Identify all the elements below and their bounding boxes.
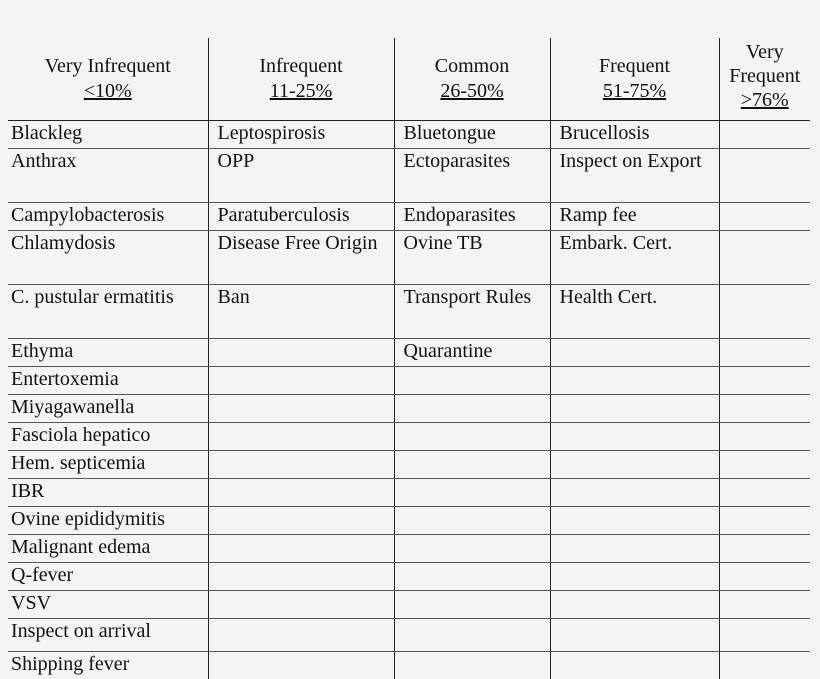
table-cell: [719, 619, 810, 652]
table-cell: [719, 285, 810, 339]
table-cell: [719, 423, 810, 451]
table-cell: [719, 591, 810, 619]
table-row: [8, 121, 810, 149]
table-cell: [550, 507, 719, 535]
table-cell: [394, 652, 550, 679]
table-cell: Chlamydosis: [8, 231, 208, 285]
header-range: 26-50%: [397, 79, 548, 104]
table-cell: Fasciola hepatico: [8, 423, 208, 451]
header-title: Infrequent: [211, 54, 392, 79]
table-cell: [394, 423, 550, 451]
header-range: >76%: [722, 88, 809, 112]
table-cell: Blackleg: [8, 121, 208, 149]
table-cell: [550, 367, 719, 395]
table-cell: [394, 535, 550, 563]
table-cell: Anthrax: [8, 149, 208, 203]
table-cell: Inspect on Export: [550, 149, 719, 203]
frequency-table-sheet: [8, 38, 812, 679]
table-cell: [208, 479, 394, 507]
table-cell: Quarantine: [394, 339, 550, 367]
table-cell: Embark. Cert.: [550, 231, 719, 285]
table-cell: Transport Rules: [394, 285, 550, 339]
table-cell: [208, 591, 394, 619]
table-cell: [719, 535, 810, 563]
table-row: [8, 285, 810, 339]
table-cell: Ovine TB: [394, 231, 550, 285]
table-row: [8, 367, 810, 395]
table-cell: Brucellosis: [550, 121, 719, 149]
header-range: <10%: [10, 79, 206, 104]
table-cell: [719, 479, 810, 507]
header-frequent: [550, 38, 719, 121]
table-cell: [208, 507, 394, 535]
header-common: [394, 38, 550, 121]
table-cell: Endoparasites: [394, 203, 550, 231]
table-header: [8, 38, 810, 121]
table-cell: [719, 395, 810, 423]
table-cell: Ovine epididymitis: [8, 507, 208, 535]
header-range: 51-75%: [553, 79, 717, 104]
table-cell: [550, 395, 719, 423]
header-title: Common: [397, 54, 548, 79]
header-range: 11-25%: [211, 79, 392, 104]
table-cell: C. pustular ermatitis: [8, 285, 208, 339]
table-cell: [550, 619, 719, 652]
table-cell: [394, 451, 550, 479]
table-cell: [550, 479, 719, 507]
table-cell: VSV: [8, 591, 208, 619]
table-cell: Malignant edema: [8, 535, 208, 563]
table-cell: [719, 367, 810, 395]
table-cell: [719, 652, 810, 679]
table-cell: [550, 451, 719, 479]
header-title-line2: Frequent: [722, 64, 809, 88]
table-cell: [208, 535, 394, 563]
header-very-infrequent: [8, 38, 208, 121]
frequency-table: [8, 38, 810, 679]
table-cell: [550, 652, 719, 679]
table-cell: [208, 395, 394, 423]
table-cell: [208, 339, 394, 367]
table-cell: Leptospirosis: [208, 121, 394, 149]
table-cell: [394, 479, 550, 507]
header-title: Frequent: [553, 54, 717, 79]
table-cell: Bluetongue: [394, 121, 550, 149]
table-cell: [719, 231, 810, 285]
table-cell: [394, 591, 550, 619]
table-cell: [394, 367, 550, 395]
table-cell: [394, 507, 550, 535]
table-cell: [550, 535, 719, 563]
table-row: [8, 619, 810, 652]
table-row: [8, 563, 810, 591]
table-row: [8, 535, 810, 563]
table-row: [8, 339, 810, 367]
table-cell: Paratuberculosis: [208, 203, 394, 231]
table-cell: [719, 149, 810, 203]
table-cell: [208, 563, 394, 591]
table-cell: Miyagawanella: [8, 395, 208, 423]
table-cell: [719, 339, 810, 367]
table-row: [8, 479, 810, 507]
table-cell: [394, 395, 550, 423]
table-row: [8, 395, 810, 423]
table-cell: OPP: [208, 149, 394, 203]
table-cell: Health Cert.: [550, 285, 719, 339]
table-row: [8, 591, 810, 619]
table-cell: [550, 339, 719, 367]
table-cell: [394, 619, 550, 652]
table-cell: Q-fever: [8, 563, 208, 591]
header-title: Very: [722, 40, 809, 64]
table-cell: Shipping fever: [8, 652, 208, 679]
table-cell: [719, 451, 810, 479]
table-row: [8, 231, 810, 285]
table-cell: Inspect on arrival: [8, 619, 208, 652]
table-row: [8, 423, 810, 451]
table-cell: [719, 121, 810, 149]
table-cell: [719, 507, 810, 535]
table-cell: [550, 423, 719, 451]
table-cell: Ectoparasites: [394, 149, 550, 203]
table-cell: [208, 423, 394, 451]
header-infrequent: [208, 38, 394, 121]
table-cell: Disease Free Origin: [208, 231, 394, 285]
table-cell: Entertoxemia: [8, 367, 208, 395]
table-row: [8, 652, 810, 679]
table-row: [8, 507, 810, 535]
table-cell: [208, 619, 394, 652]
table-cell: [394, 563, 550, 591]
table-cell: [719, 203, 810, 231]
table-cell: [208, 652, 394, 679]
table-cell: [208, 451, 394, 479]
table-row: [8, 149, 810, 203]
table-cell: [719, 563, 810, 591]
table-cell: [550, 591, 719, 619]
table-cell: Ramp fee: [550, 203, 719, 231]
table-row: [8, 451, 810, 479]
header-very-frequent: [719, 38, 810, 121]
table-cell: Ban: [208, 285, 394, 339]
table-cell: [208, 367, 394, 395]
table-body: [8, 121, 810, 679]
table-cell: Campylobacterosis: [8, 203, 208, 231]
table-cell: Hem. septicemia: [8, 451, 208, 479]
table-cell: Ethyma: [8, 339, 208, 367]
header-title: Very Infrequent: [10, 54, 206, 79]
table-row: [8, 203, 810, 231]
table-cell: [550, 563, 719, 591]
table-cell: IBR: [8, 479, 208, 507]
